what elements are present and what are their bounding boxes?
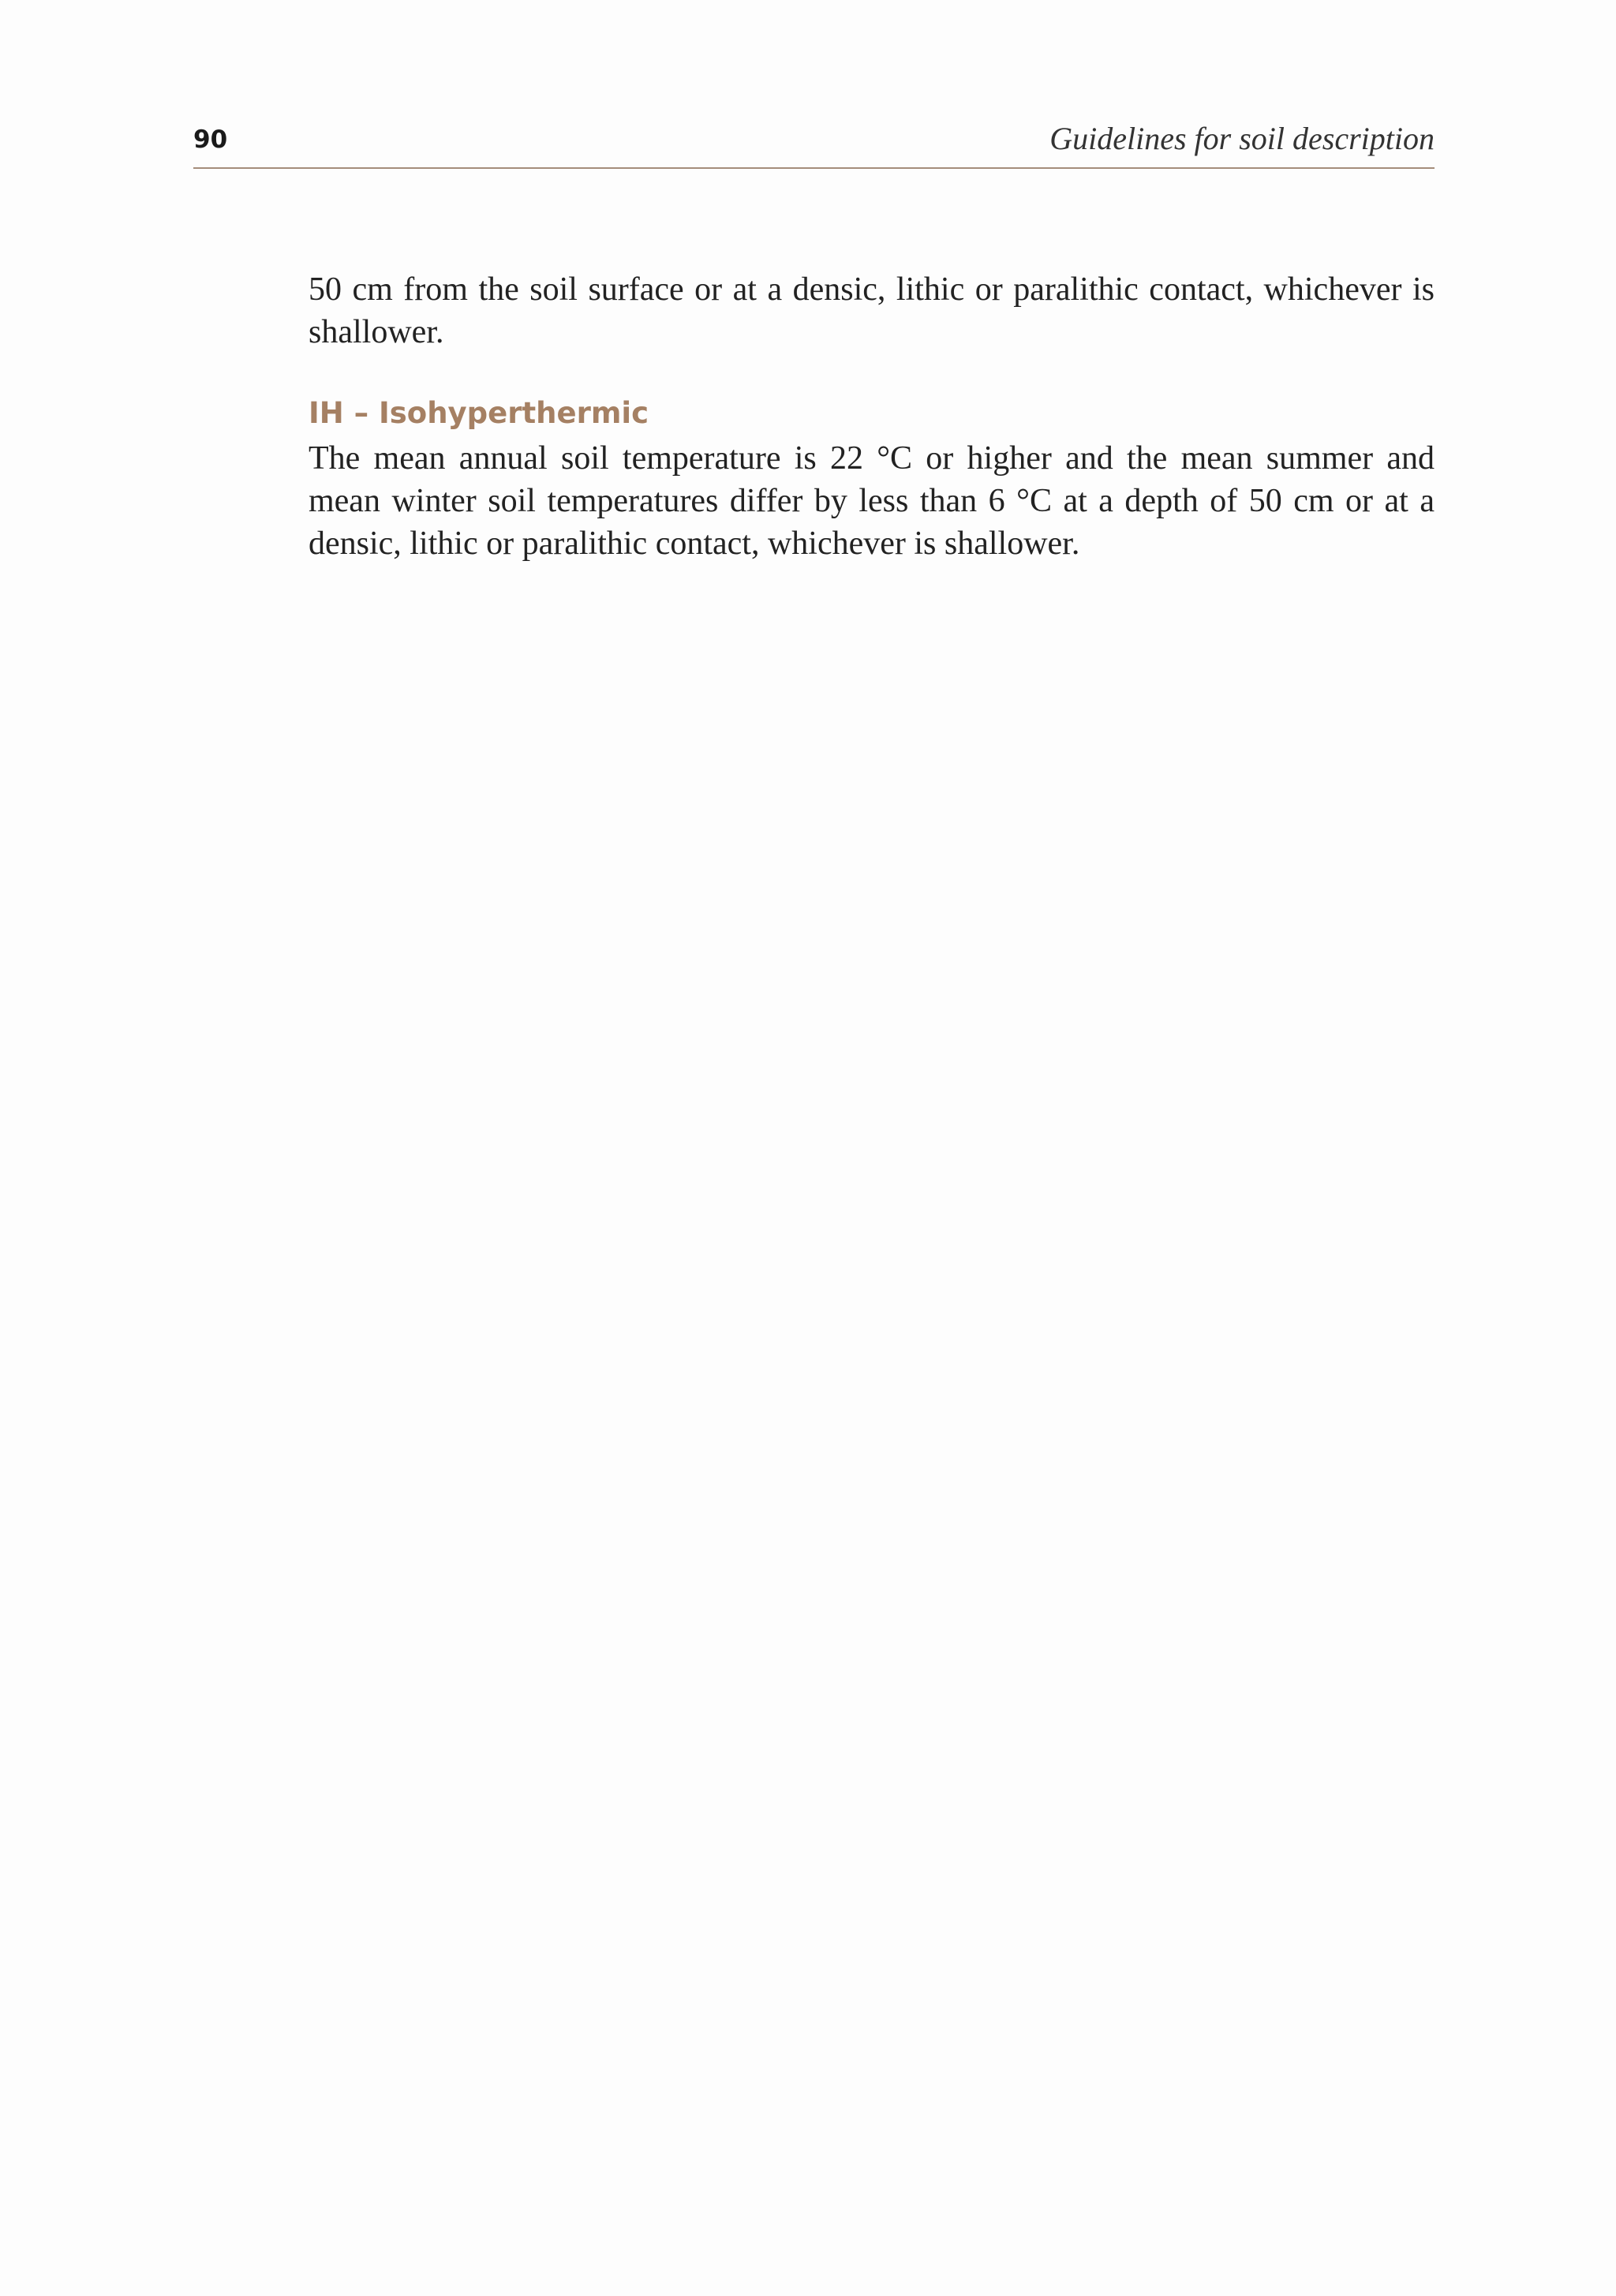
section-paragraph: The mean annual soil temperature is 22 °C or higher and the mean summer and mean winter soil temperatures differ by less than 6 °C at a depth of 50 cm or at a densic, lithic or paralithic contact, whichever is shallower.	[309, 440, 1435, 562]
running-title: Guidelines for soil description	[1049, 121, 1435, 156]
page-number: 90	[193, 125, 228, 154]
page-header	[193, 118, 1435, 169]
section-heading: IH – Isohyperthermic	[309, 396, 649, 430]
continuation-paragraph: 50 cm from the soil surface or at a densic, lithic or paralithic contact, whichever is shallower.	[309, 271, 1435, 350]
